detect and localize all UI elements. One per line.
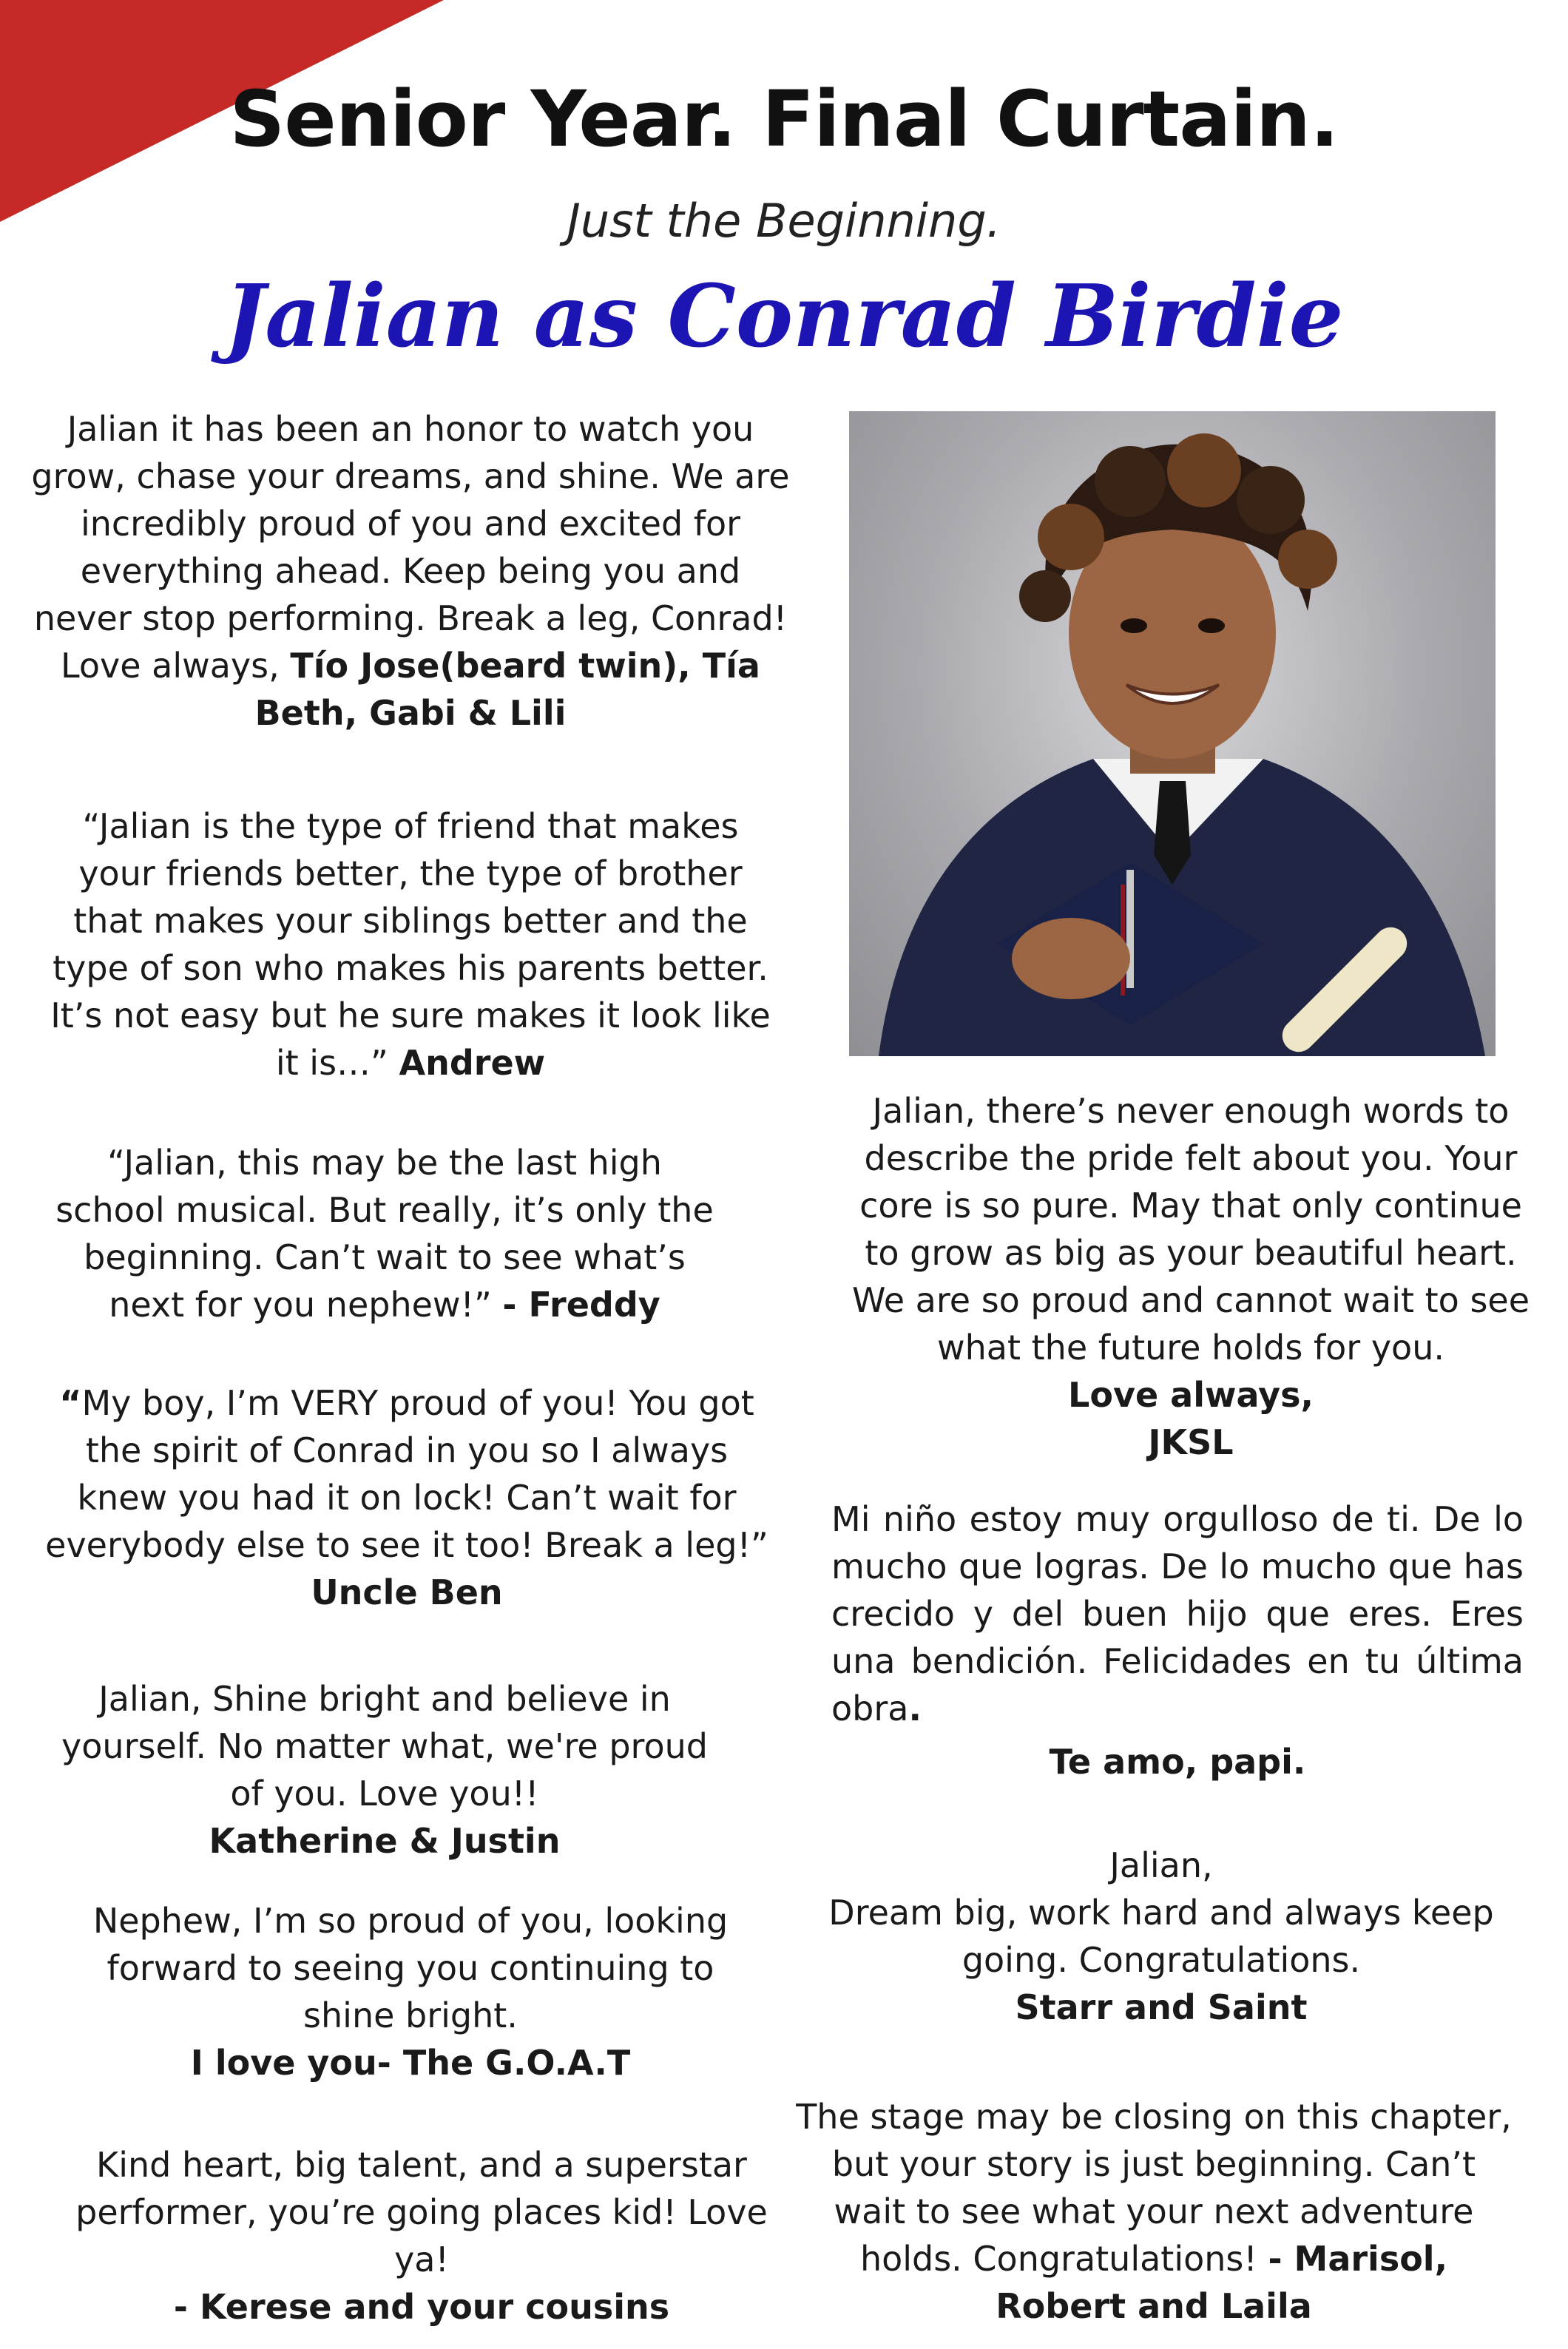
message-text: The stage may be closing on this chapter, but your story is just beginning. Can’t wait to see what your next adventure holds. Congratulations! [796,2097,1512,2279]
page-title: Senior Year. Final Curtain. [229,74,1339,164]
graduation-portrait-photo [849,411,1496,1056]
message-text: Jalian, there’s never enough words to describe the pride felt about you. Your core is so pure. May that only continue to grow as big as your beautiful heart. We are so proud and cannot wait to see what the future holds for you. [851,1091,1530,1368]
message-text: My boy, I’m VERY proud of you! You got the spirit of Conrad in you so I always knew you had it on lock! Can’t wait for everybody else to see it too! Break a leg!” [45,1383,768,1565]
message-jksl [843,1087,1538,1466]
message-kerese [74,2141,769,2331]
message-greeting: Jalian, [1109,1845,1213,1885]
message-signature: Te amo, papi. [1049,1742,1306,1782]
message-katherine-justin [52,1675,717,1865]
message-the-goat [74,1897,747,2086]
message-signature: - Marisol, Robert and Laila [996,2239,1448,2326]
message-freddy [52,1139,717,1328]
message-marisol [791,2093,1516,2330]
message-text: Jalian, Shine bright and believe in yourself. No matter what, we're proud of you. Love you!! [61,1679,708,1814]
message-signature: Tío Jose(beard twin), Tía Beth, Gabi & Lili [254,646,760,733]
message-text: Jalian it has been an honor to watch you grow, chase your dreams, and shine. We are incredibly proud of you and excited for everything ahead. Keep being you and never stop performing. Break a leg, Conrad! Love always, [31,409,790,686]
message-text: Dream big, work hard and always keep going. Congratulations. [828,1893,1494,1980]
message-signature: - Freddy [502,1285,660,1325]
message-signature: I love you- The G.O.A.T [190,2043,631,2083]
message-signature-line-1: Love always, [1068,1375,1314,1415]
message-signature: Katherine & Justin [209,1821,561,1861]
message-tio-jose [30,405,791,737]
message-text: “Jalian, this may be the last high school musical. But really, it’s only the beginning. Can’t wait to see what’s next for you nephew!” [55,1143,714,1325]
message-text: “Jalian is the type of friend that makes your friends better, the type of brother that makes your siblings better and the type of son who makes his parents better. It’s not easy but he sure makes it look like it is…” [50,806,771,1083]
message-starr-saint [814,1842,1509,2031]
message-papi-signature-block [831,1738,1524,1785]
message-text: Kind heart, big talent, and a superstar performer, you’re going places kid! Love ya! [75,2145,768,2279]
message-signature: Uncle Ben [311,1572,503,1612]
page-subtitle: Just the Beginning. [567,194,1001,248]
message-signature-line-2: JKSL [1148,1422,1234,1462]
message-uncle-ben [44,1379,769,1616]
message-text: Mi niño estoy muy orgulloso de ti. De lo mucho que logras. De lo mucho que has crecido y del buen hijo que eres. Eres una bendición. Felicidades en tu última obra [831,1499,1524,1728]
message-signature: Andrew [399,1043,546,1083]
message-andrew [44,802,777,1086]
portrait-illustration [849,411,1496,1056]
message-papi [831,1495,1524,1732]
message-period: . [908,1689,922,1728]
message-signature: - Kerese and your cousins [173,2287,670,2327]
message-text: Nephew, I’m so proud of you, looking forward to seeing you continuing to shine bright. [92,1901,729,2035]
message-signature: Starr and Saint [1015,1987,1308,2027]
open-quote: “ [59,1383,82,1423]
role-heading: Jalian as Conrad Birdie [224,266,1344,367]
